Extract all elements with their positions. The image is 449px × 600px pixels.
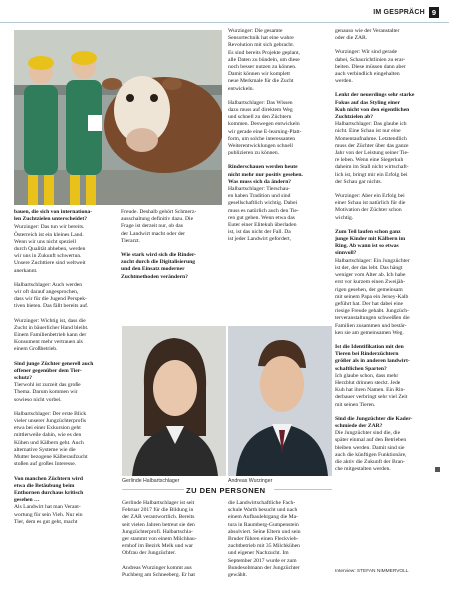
section-label: IM GESPRÄCH <box>373 8 425 16</box>
answer-paragraph: Freude. Deshalb gehört Schmerz- ausschaltung definitiv dazu. Die Frage ist derzeit nur, ob das der Landwirt macht oder der Tierarzt. <box>121 209 197 244</box>
breeders-bull-photo <box>14 30 222 205</box>
answer-paragraph: Tierwohl ist zurzeit das große Thema. Darum kommen wir sowieso nicht vorbei. <box>14 382 81 403</box>
portrait-halbartschlager-illustration <box>122 326 226 476</box>
answer-paragraph: Halbartschlager: Tierschau- en haben Tradition und sind gesellschaftlich wichtig. Dabei muss es natürlich auch den Tie- ren gut gehen. Wenn etwa das Euter einer Elitekuh überladen ist, ist das nicht der Fall. Da ist jeder Landwirt gefordert, <box>228 186 299 243</box>
question-paragraph: Wie stark wird sich die Rinder- zucht durch die Digitalisierung und den Einsatz moderner Zuchtmethoden verändern? <box>121 252 197 280</box>
answer-paragraph: genauso wie der Veranstalter oder die ZAR. <box>335 28 400 42</box>
header-rule <box>0 22 449 23</box>
answer-paragraph: Wurzinger: Die gesamte Sensortechnik hat eine wahre Revolution mit sich gebracht. Es sind bereits Projekte geplant, alle Daten zu bündeln, um diese noch besser nutzen zu können. Damit können wir komplett neue Merkmale für die Zucht entwickeln. <box>228 28 300 92</box>
answer-paragraph: Die Jungzüchter sind die, die später einmal auf den Betrieben bleiben werden. Damit sind sie auch die künftigen Funktionäre, die aktiv die Zukunft der Bran- che mitgestalten werden. <box>335 430 407 473</box>
info-box-column-right <box>228 500 332 579</box>
article-column-2 <box>121 209 225 281</box>
breeders-bull-illustration <box>14 30 222 205</box>
question-paragraph: Lenkt der neuerdings sehr starke Fokus auf das Styling einer Kuh nicht von den eigentlichen Zuchtzielen ab? <box>335 92 415 121</box>
answer-paragraph: Halbartschlager: Ein Jungzüchter ist der, der das lebt. Das hängt weniger vom Alter ab. Ich habe erst vor kurzem einen Zweijäh- rigen gesehen, der gemeinsam mit seinem Papa ein Jersey-Kalb geführt hat. Der hat dabei eine riesige Freude gehabt. Jungzüch- terveranstaltungen schweißen die Familien zusammen und bestär- ken sie am gemeinsamen Weg. <box>335 257 410 336</box>
article-column-3 <box>228 28 332 244</box>
question-paragraph: Ist die Identifikation mit den Tieren bei Rinderzüchtern größer als in anderen landwirt- schaftlichen Sparten? <box>335 343 410 372</box>
answer-paragraph: Ich glaube schon, dass mehr Herzblut drinnen steckt. Jede Kuh hat ihren Namen. Ein Rin- derbauer verbringt sehr viel Zeit mit seinen Tieren. <box>335 372 408 408</box>
question-paragraph: Sind die Jungzüchter die Kader- schmiede der ZAR? <box>335 415 413 429</box>
article-column-4 <box>335 28 441 472</box>
end-mark <box>435 467 440 472</box>
answer-paragraph: Wurzinger: Wichtig ist, dass die Zucht in bäuerlicher Hand bleibt. Einem Familienbetrieb kann der Konsument mehr vertrauen als einem Großbetrieb. <box>14 317 89 353</box>
page-header <box>373 3 439 21</box>
portrait-halbartschlager <box>122 326 226 476</box>
answer-paragraph: Als Landwirt hat man Verant- wortung für sein Vieh. Nur ein Tier, dem es gut geht, macht <box>14 504 83 525</box>
interview-credit: Interview: STEFAN NIMMERVOLL <box>335 569 409 574</box>
article-column-1 <box>14 209 118 526</box>
portrait-caption-left: Gerlinde Halbartschlager <box>122 478 180 484</box>
info-box-column-left <box>122 500 226 579</box>
portrait-caption-right: Andreas Wurzinger <box>228 478 273 484</box>
question-paragraph: Rinderschauen werden heute nicht mehr nur positiv gesehen. Was muss sich da ändern? <box>228 164 303 185</box>
page-number: 9 <box>429 7 439 18</box>
portrait-wurzinger <box>228 326 332 476</box>
answer-paragraph: Wurzinger: Wir sind gerade dabei, Schaurichtlinien zu erar- beiten. Diese müssen dann aber auch verbindlich eingehalten werden. <box>335 49 406 85</box>
bio-paragraph: Gerlinde Halbartschlager ist seit Februar 2017 für die Bildung in der ZAR verantwortlich. Bereits seit vielen Jahren betreut sie den Jungzüchterprofi. Halbartschla- ger stammt von einem Milchbau- ernhof im Bezirk Melk und war Obfrau der Jungzüchter. <box>122 500 197 557</box>
answer-paragraph: Halbartschlager: Das Wissen dazu muss auf direktem Weg und schnell zu den Züchtern kommen. Deswegen entwickeln wir gerade eine E-learning-Platt- form, um solche interessanten Weiterentwicklungen schnell publizieren zu können. <box>228 99 302 157</box>
question-paragraph: Zum Teil laufen schon ganz junge Kinder mit Kälbern im Ring. Ab wann ist so etwas sinnvoll? <box>335 228 406 257</box>
info-box-title: ZU DEN PERSONEN <box>186 486 266 495</box>
answer-paragraph: Halbartschlager: Der erste Blick vieler unserer Jungzüchterprofis etwa bei einer Exkursion geht mittlerweile dahin, wie es den Kühen und Kälbern geht. Auch alternative Systeme wie die Mutter bezogene Kälberaufzucht stoßen auf großes Interesse. <box>14 410 88 468</box>
question-paragraph: bauen, die sich von internationa- len Zuchtzielen unterscheidet? <box>14 209 93 223</box>
answer-paragraph: Wurzinger: Aber ein Erfolg bei einer Schau ist natürlich für die Motivation der Züchter schon wichtig. <box>335 193 406 221</box>
question-paragraph: Sind junge Züchter generell auch offener gegenüber dem Tier- schutz? <box>14 360 94 382</box>
portrait-wurzinger-illustration <box>228 326 332 476</box>
bio-paragraph: Andreas Wurzinger kommt aus Puchberg am Schneeberg. Er hat <box>122 564 195 578</box>
answer-paragraph: Wurzinger: Das tun wir bereits. Österreich ist ein kleines Land. Wenn wir uns nicht speziell durch Qualität abheben, werden wir uns in Zukunft schwertun. Unsere Zuchttiere sind weltweit anerkannt. <box>14 224 86 274</box>
question-paragraph: Von manchen Züchtern wird etwa die Betäubung beim Enthornen durchaus kritisch gesehen … <box>14 475 84 504</box>
answer-paragraph: Halbartschlager: Das glaube ich nicht. Eine Schau ist nur eine Momentaufnahme. Letztendlich muss der Züchter über das ganze Jahr von der Leistung seiner Tie- re leben. Wenn eine Siegerkuh daheim im Stall nicht wirtschaft- lich ist, bringt mir ein Erfolg bei der Schau gar nichts. <box>335 121 409 185</box>
bio-paragraph: die Landwirtschaftliche Fach- schule Warth besucht und nach einem Aufbaulehrgang die Ma- tura in Raumberg-Gumpenstein absolviert. Seine Eltern und sein Bruder führen einen Fleckvieh- zuchtbetrieb mit 35 Milchkühen und eigener Nachzucht. Im September 2017 wurde er zum Bundesobmann der Jungzüchter gewählt. <box>228 500 301 579</box>
answer-paragraph: Halbartschlager: Auch werden wir oft darauf angesprochen, dass wir für die Jugend Perspek- tiven bieten. Das fällt bereits auf. <box>14 281 89 310</box>
